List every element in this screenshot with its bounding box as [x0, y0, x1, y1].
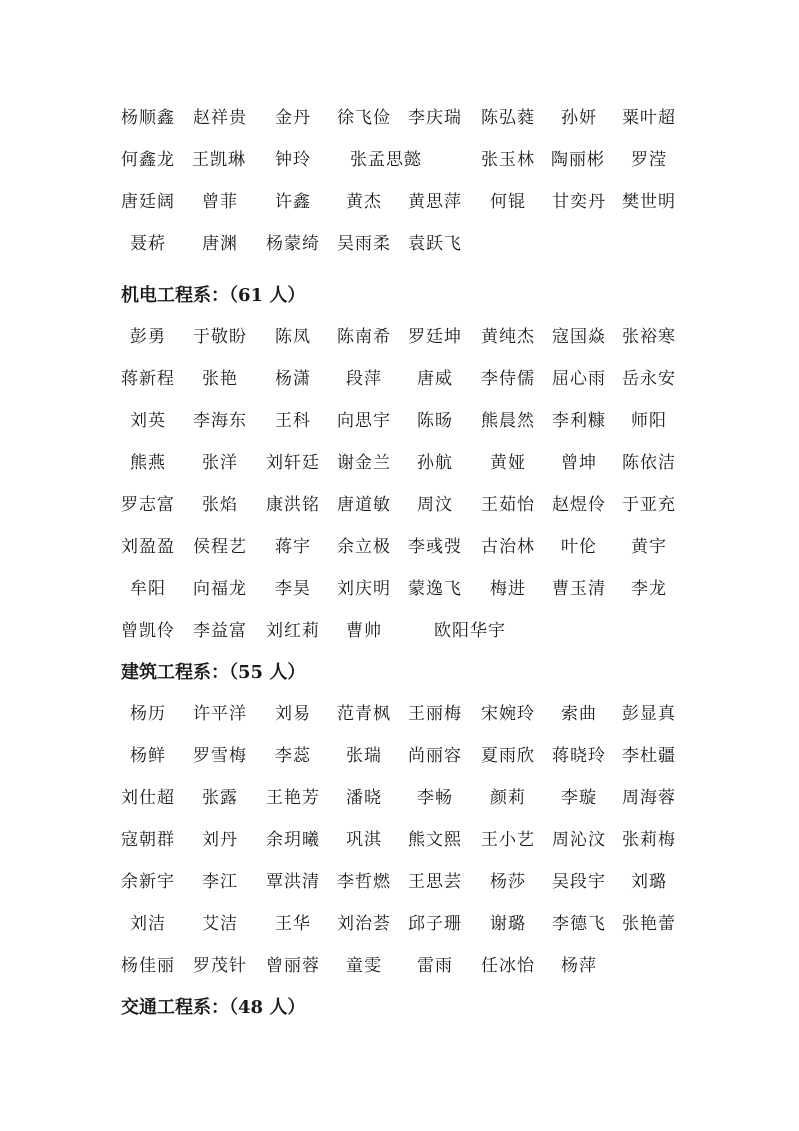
person-name: 陈凤: [275, 327, 311, 347]
person-name: 杨莎: [490, 872, 526, 892]
person-name: 李龙: [631, 579, 667, 599]
person-name: 孙航: [417, 453, 453, 473]
person-name: 颜莉: [490, 788, 526, 808]
person-name: 古治林: [481, 537, 535, 557]
person-name: 金丹: [275, 108, 311, 128]
person-name: 罗茂针: [193, 956, 247, 976]
person-name: 张洋: [202, 453, 238, 473]
name-row: [0, 867, 799, 897]
person-name: 樊世明: [622, 192, 676, 212]
person-name: 余立极: [337, 537, 391, 557]
person-name: 曹帅: [346, 621, 382, 641]
person-name: 曾丽蓉: [266, 956, 320, 976]
person-name: 向思宇: [337, 411, 391, 431]
name-row: [0, 322, 799, 352]
person-name: 任冰怡: [481, 956, 535, 976]
person-name: 杨萍: [561, 956, 597, 976]
person-name: 岳永安: [622, 369, 676, 389]
person-name: 许平洋: [193, 704, 247, 724]
person-name: 范青枫: [337, 704, 391, 724]
person-name: 黄娅: [490, 453, 526, 473]
person-name: 刘治荟: [337, 914, 391, 934]
person-name: 张裕寒: [622, 327, 676, 347]
name-row: [0, 909, 799, 939]
person-name: 屈心雨: [552, 369, 606, 389]
person-name: 周海蓉: [622, 788, 676, 808]
person-name: 刘易: [275, 704, 311, 724]
person-name: 李江: [202, 872, 238, 892]
name-row: [0, 616, 799, 646]
person-name: 潘晓: [346, 788, 382, 808]
person-name: 梅进: [490, 579, 526, 599]
person-name: 刘丹: [202, 830, 238, 850]
person-name: 赵煜伶: [552, 495, 606, 515]
name-row: [0, 145, 799, 175]
person-name: 唐威: [417, 369, 453, 389]
person-name: 巩淇: [346, 830, 382, 850]
person-name: 李蕊: [275, 746, 311, 766]
person-name: 向福龙: [193, 579, 247, 599]
person-name: 周汶: [417, 495, 453, 515]
person-name: 王茹怡: [481, 495, 535, 515]
person-name: 陈弘蕤: [481, 108, 535, 128]
person-name: 宋婉玲: [481, 704, 535, 724]
section-heading: 机电工程系：（61 人）: [121, 285, 306, 306]
person-name: 康洪铭: [266, 495, 320, 515]
person-name: 陈旸: [417, 411, 453, 431]
person-name: 罗志富: [121, 495, 175, 515]
person-name: 陈依洁: [622, 453, 676, 473]
section-heading: 交通工程系：（48 人）: [121, 997, 306, 1018]
name-row: [0, 951, 799, 981]
person-name: 张莉梅: [622, 830, 676, 850]
person-name: 罗廷坤: [408, 327, 462, 347]
person-name: 袁跃飞: [408, 234, 462, 254]
person-name: 王科: [275, 411, 311, 431]
person-name: 李侍儒: [481, 369, 535, 389]
person-name: 黄杰: [346, 192, 382, 212]
person-name: 粟叶超: [622, 108, 676, 128]
person-name: 夏雨欣: [481, 746, 535, 766]
person-name: 侯程艺: [193, 537, 247, 557]
person-name: 邱子珊: [408, 914, 462, 934]
person-name: 何锟: [490, 192, 526, 212]
person-name: 张艳蕾: [622, 914, 676, 934]
name-row: [0, 229, 799, 259]
name-row: [0, 448, 799, 478]
person-name: 刘庆明: [337, 579, 391, 599]
person-name: 蒋宇: [275, 537, 311, 557]
name-row: [0, 825, 799, 855]
person-name: 刘璐: [631, 872, 667, 892]
person-name: 李利糠: [552, 411, 606, 431]
name-row: [0, 406, 799, 436]
person-name: 杨潇: [275, 369, 311, 389]
person-name: 徐飞俭: [337, 108, 391, 128]
person-name: 张瑞: [346, 746, 382, 766]
person-name: 杨佳丽: [121, 956, 175, 976]
person-name: 曾菲: [202, 192, 238, 212]
person-name: 谢金兰: [337, 453, 391, 473]
person-name: 谢璐: [490, 914, 526, 934]
name-row: [0, 103, 799, 133]
person-name: 段萍: [346, 369, 382, 389]
person-name: 熊燕: [130, 453, 166, 473]
person-name: 童雯: [346, 956, 382, 976]
person-name: 彭显真: [622, 704, 676, 724]
person-name: 杨历: [130, 704, 166, 724]
person-name: 李昊: [275, 579, 311, 599]
person-name: 刘英: [130, 411, 166, 431]
person-name: 师阳: [631, 411, 667, 431]
person-name: 王思芸: [408, 872, 462, 892]
person-name: 李海东: [193, 411, 247, 431]
person-name: 索曲: [561, 704, 597, 724]
person-name: 刘仕超: [121, 788, 175, 808]
person-name: 王丽梅: [408, 704, 462, 724]
person-name: 黄思萍: [408, 192, 462, 212]
person-name: 王艳芳: [266, 788, 320, 808]
name-row: [0, 187, 799, 217]
name-row: [0, 490, 799, 520]
person-name: 甘奕丹: [552, 192, 606, 212]
person-name: 许鑫: [275, 192, 311, 212]
name-row: [0, 699, 799, 729]
section-heading: 建筑工程系：（55 人）: [121, 662, 306, 683]
person-name: 李杜疆: [622, 746, 676, 766]
person-name: 张焰: [202, 495, 238, 515]
person-name: 曾凯伶: [121, 621, 175, 641]
person-name: 刘洁: [130, 914, 166, 934]
person-name: 刘红莉: [266, 621, 320, 641]
person-name: 熊晨然: [481, 411, 535, 431]
person-name: 罗滢: [631, 150, 667, 170]
person-name: 唐渊: [202, 234, 238, 254]
person-name: 寇国焱: [552, 327, 606, 347]
person-name: 吴雨柔: [337, 234, 391, 254]
person-name: 陈南希: [337, 327, 391, 347]
person-name: 刘盈盈: [121, 537, 175, 557]
person-name: 牟阳: [130, 579, 166, 599]
person-name: 李庆瑞: [408, 108, 462, 128]
person-name: 黄宇: [631, 537, 667, 557]
person-name: 寇朝群: [121, 830, 175, 850]
person-name: 曹玉清: [552, 579, 606, 599]
name-row: [0, 741, 799, 771]
person-name: 王凯琳: [192, 150, 246, 170]
person-name: 于敬盼: [193, 327, 247, 347]
person-name: 王华: [275, 914, 311, 934]
name-row: [0, 532, 799, 562]
person-name: 杨顺鑫: [121, 108, 175, 128]
name-row: [0, 574, 799, 604]
person-name: 孙妍: [561, 108, 597, 128]
person-name: 叶伦: [561, 537, 597, 557]
person-name: 李璇: [561, 788, 597, 808]
person-name: 唐廷阔: [121, 192, 175, 212]
person-name: 聂菥: [130, 234, 166, 254]
person-name: 刘轩廷: [266, 453, 320, 473]
person-name: 李益富: [193, 621, 247, 641]
person-name: 杨蒙绮: [266, 234, 320, 254]
name-row: [0, 783, 799, 813]
person-name: 张孟思懿: [350, 150, 422, 170]
person-name: 何鑫龙: [121, 150, 175, 170]
person-name: 张露: [202, 788, 238, 808]
person-name: 李畅: [417, 788, 453, 808]
person-name: 黄纯杰: [481, 327, 535, 347]
person-name: 杨鲜: [130, 746, 166, 766]
person-name: 周沁汶: [552, 830, 606, 850]
person-name: 余玥曦: [266, 830, 320, 850]
person-name: 彭勇: [130, 327, 166, 347]
person-name: 欧阳华宇: [434, 621, 506, 641]
person-name: 于亚充: [622, 495, 676, 515]
person-name: 覃洪清: [266, 872, 320, 892]
person-name: 陶丽彬: [551, 150, 605, 170]
person-name: 王小艺: [481, 830, 535, 850]
name-row: [0, 364, 799, 394]
person-name: 张艳: [202, 369, 238, 389]
person-name: 蒋晓玲: [552, 746, 606, 766]
person-name: 熊文熙: [408, 830, 462, 850]
person-name: 尚丽容: [408, 746, 462, 766]
person-name: 蒙逸飞: [408, 579, 462, 599]
person-name: 张玉林: [481, 150, 535, 170]
person-name: 钟玲: [275, 150, 311, 170]
person-name: 赵祥贵: [193, 108, 247, 128]
person-name: 蒋新程: [121, 369, 175, 389]
person-name: 李哲燃: [337, 872, 391, 892]
person-name: 吴段宇: [552, 872, 606, 892]
person-name: 李德飞: [552, 914, 606, 934]
person-name: 艾洁: [202, 914, 238, 934]
person-name: 罗雪梅: [193, 746, 247, 766]
person-name: 李彧弢: [408, 537, 462, 557]
person-name: 雷雨: [417, 956, 453, 976]
person-name: 余新宇: [121, 872, 175, 892]
person-name: 曾坤: [561, 453, 597, 473]
person-name: 唐道敏: [337, 495, 391, 515]
